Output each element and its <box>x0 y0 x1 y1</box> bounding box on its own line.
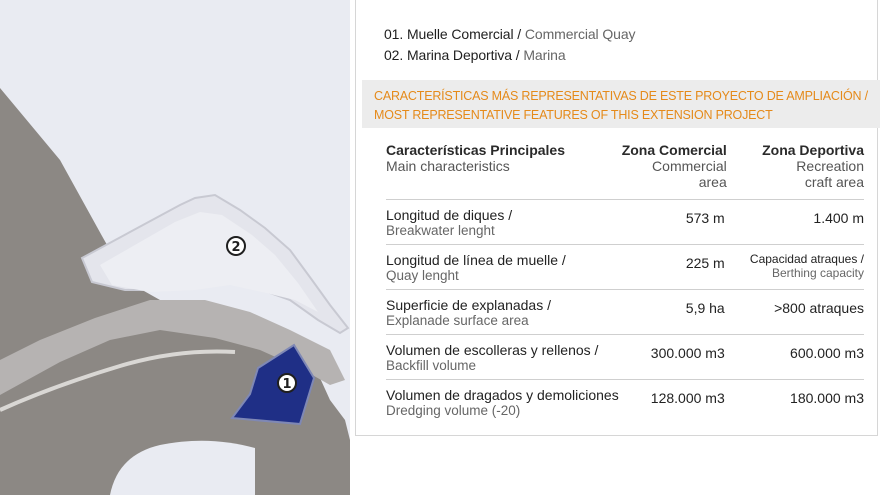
recreation-value: 1.400 m <box>727 200 864 245</box>
section-title-es: CARACTERÍSTICAS MÁS REPRESENTATIVAS DE ESTE PROYECTO DE AMPLIACIÓN / <box>374 89 868 103</box>
row-label-en: Explanade surface area <box>386 313 529 328</box>
commercial-value: 5,9 ha <box>619 290 727 335</box>
commercial-value: 573 m <box>619 200 727 245</box>
table-row <box>386 290 864 335</box>
row-label-es: Superficie de explanadas / <box>386 297 551 313</box>
header-en: Commercial <box>652 158 727 174</box>
row-label <box>386 290 619 335</box>
legend-item-en: Marina <box>523 47 566 63</box>
row-label-es: Longitud de línea de muelle / <box>386 252 566 268</box>
port-map <box>0 0 350 495</box>
header-es: Zona Deportiva <box>762 142 864 158</box>
row-label <box>386 200 619 245</box>
header-commercial-area <box>619 142 727 200</box>
table-row <box>386 335 864 380</box>
header-es: Zona Comercial <box>621 142 727 158</box>
legend-item-es: 02. Marina Deportiva <box>384 47 512 63</box>
port-map-drawing <box>0 0 350 495</box>
table-row <box>386 380 864 425</box>
legend-item-commercial-quay <box>384 26 635 42</box>
commercial-value: 128.000 m3 <box>650 390 725 406</box>
legend-separator: / <box>511 47 524 63</box>
table-row <box>386 200 864 245</box>
recreation-value: 180.000 m3 <box>790 390 864 406</box>
legend-item-en: Commercial Quay <box>524 26 636 42</box>
row-label-en: Backfill volume <box>386 358 477 373</box>
commercial-value: 300.000 m3 <box>619 335 727 380</box>
legend-separator: / <box>513 26 525 42</box>
row-label-es: Volumen de escolleras y rellenos / <box>386 342 599 358</box>
marker-2-label: 2 <box>231 240 241 255</box>
table-header-row <box>386 142 864 200</box>
recreation-value: >800 atraques <box>727 290 864 335</box>
row-label-en: Quay lenght <box>386 268 459 283</box>
header-es: Características Principales <box>386 142 565 158</box>
row-label-es: Volumen de dragados y demoliciones <box>386 387 619 403</box>
project-panel <box>355 0 878 436</box>
row-label-en: Breakwater lenght <box>386 223 495 238</box>
recreation-value <box>727 245 864 290</box>
row-label <box>386 380 619 425</box>
header-en: Recreation <box>796 158 864 174</box>
header-en: craft area <box>804 174 864 190</box>
header-recreation-area <box>727 142 864 200</box>
recreation-value-en: Berthing capacity <box>771 266 864 280</box>
row-label-en: Dredging volume (-20) <box>386 403 521 418</box>
marker-1-label: 1 <box>282 377 292 392</box>
commercial-value: 225 m <box>619 245 727 290</box>
row-label <box>386 335 619 380</box>
section-title-en: MOST REPRESENTATIVE FEATURES OF THIS EXTENSION PROJECT <box>374 108 773 122</box>
table-row <box>386 245 864 290</box>
header-en: Main characteristics <box>386 158 510 174</box>
legend-item-es: 01. Muelle Comercial <box>384 26 514 42</box>
features-table <box>386 142 864 425</box>
header-en: area <box>698 174 727 190</box>
row-label-es: Longitud de diques / <box>386 207 513 223</box>
recreation-value: 600.000 m3 <box>727 335 864 380</box>
recreation-value-es: Capacidad atraques / <box>749 252 864 266</box>
row-label <box>386 245 619 290</box>
legend-item-marina <box>384 47 566 63</box>
header-main-characteristics <box>386 142 619 200</box>
section-header <box>362 80 880 128</box>
